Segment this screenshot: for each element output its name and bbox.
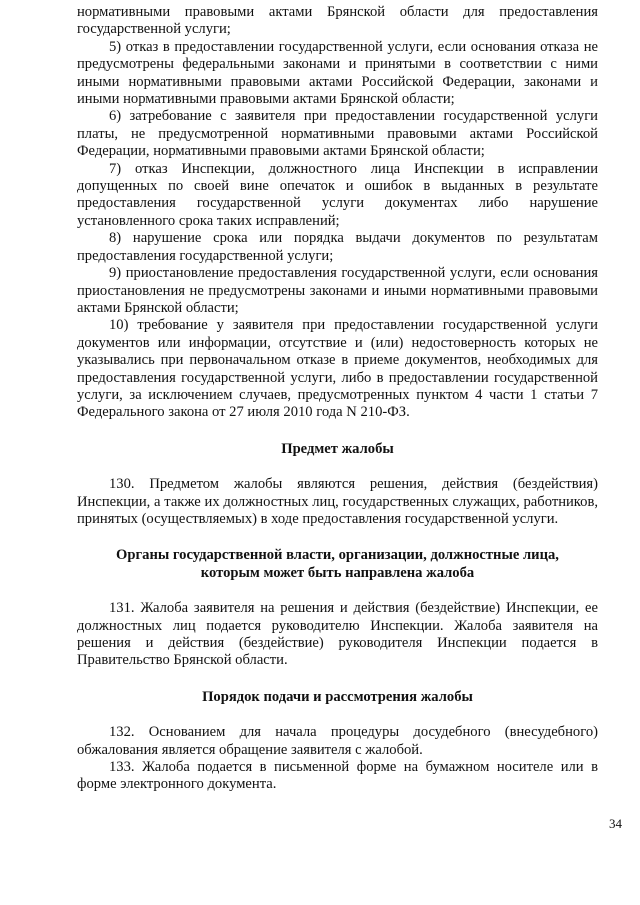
paragraph-item-8: 8) нарушение срока или порядка выдачи документов по результатам предоставления государственной услуги;	[77, 230, 598, 264]
section-heading-bodies	[77, 547, 598, 582]
section-heading-subject: Предмет жалобы	[281, 440, 394, 457]
section-heading-bodies-line1: Органы государственной власти, организации, должностные лица,	[116, 547, 559, 564]
paragraph-133: 133. Жалоба подается в письменной форме на бумажном носителе или в форме электронного документа.	[77, 759, 598, 793]
paragraph-131: 131. Жалоба заявителя на решения и действия (бездействие) Инспекции, ее должностных лиц подается руководителю Инспекции. Жалоба заявителя на решения и действия (бездействие) руководителя Инспекции подается в Правительство Брянской области.	[77, 600, 598, 669]
paragraph-item-10: 10) требование у заявителя при предоставлении государственной услуги документов или информации, отсутствие и (или) недостоверность которых не указывались при первоначальном отказе в приеме документов, необходимых для предоставления государственной услуги, либо в предоставлении государственной услуги, за исключением случаев, предусмотренных пунктом 4 части 1 статьи 7 Федерального закона от 27 июля 2010 года N 210-ФЗ.	[77, 317, 598, 421]
paragraph-item-6: 6) затребование с заявителя при предоставлении государственной услуги платы, не предусмотренной нормативными правовыми актами Российской Федерации, нормативными правовыми актами Брянской области;	[77, 108, 598, 160]
paragraph-132: 132. Основанием для начала процедуры досудебного (внесудебного) обжалования является обращение заявителя с жалобой.	[77, 724, 598, 758]
page-number: 34	[609, 816, 622, 831]
paragraph-item-7: 7) отказ Инспекции, должностного лица Инспекции в исправлении допущенных по своей вине опечаток и ошибок в выданных в результате предоставления государственной услуги документах либо нарушение установленного срока таких исправлений;	[77, 160, 598, 229]
section-heading-procedure: Порядок подачи и рассмотрения жалобы	[202, 688, 473, 705]
paragraph-continuation: нормативными правовыми актами Брянской области для предоставления государственной услуги;	[77, 4, 598, 38]
paragraph-item-9: 9) приостановление предоставления государственной услуги, если основания приостановления не предусмотрены законами и иными нормативными правовыми актами Брянской области;	[77, 265, 598, 316]
section-heading-bodies-line2: которым может быть направлена жалоба	[200, 564, 475, 581]
paragraph-item-5: 5) отказ в предоставлении государственной услуги, если основания отказа не предусмотрены федеральными законами и принятыми в соответствии с ними иными нормативными правовыми актами Российской Федерации, законами и иными нормативными правовыми актами Брянской области;	[77, 38, 598, 108]
document-page	[77, 4, 598, 794]
paragraph-130: 130. Предметом жалобы являются решения, действия (бездействия) Инспекции, а также их должностных лиц, государственных служащих, работников, принятых (осуществляемых) в ходе предоставления государственной услуги.	[77, 476, 598, 527]
